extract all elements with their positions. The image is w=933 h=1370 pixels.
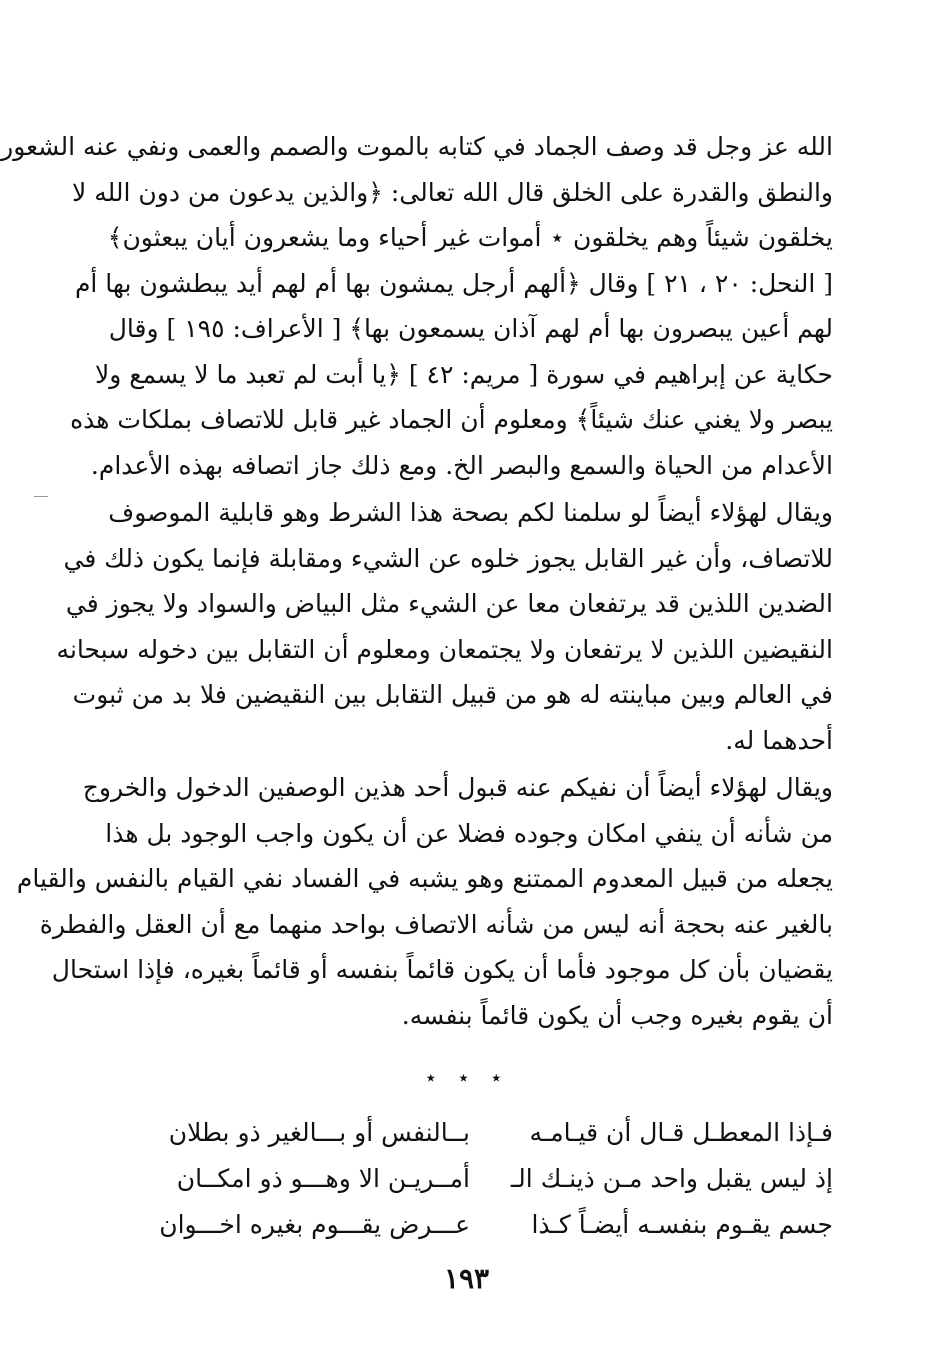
- text-line: حكاية عن إبراهيم في سورة [ مريم: ٤٢ ] ﴿يا أبت لم تعبد ما لا يسمع ولا: [95, 359, 833, 389]
- text-line: النقيضين اللذين لا يرتفعان ولا يجتمعان ومعلوم أن التقابل بين دخوله سبحانه: [56, 634, 833, 664]
- text-line: أن يقوم بغيره وجب أن يكون قائماً بنفسه.: [401, 1000, 833, 1030]
- text-line: من شأنه أن ينفي امكان وجوده فضلا عن أن يكون واجب الوجود بل هذا: [105, 818, 833, 848]
- text-line: أحدهما له.: [725, 725, 833, 755]
- margin-mark: [34, 496, 48, 497]
- text-line: الضدين اللذين قد يرتفعان معا عن الشيء مثل البياض والسواد ولا يجوز في: [65, 589, 833, 618]
- page-number: ١٩٣: [443, 1262, 490, 1295]
- verse-second-hemistich: بــالنفس أو بـــالغير ذو بطلان: [168, 1118, 470, 1147]
- poem: [130, 1118, 833, 1256]
- verse-first-hemistich: فـإذا المعطـل قـال أن قيـامـه: [529, 1118, 833, 1147]
- paragraph-2: [56, 490, 833, 763]
- verse-second-hemistich: أمــريـن الا وهـــو ذو امكــان: [176, 1164, 470, 1193]
- text-line: بالغير عنه بحجة أنه ليس من شأنه الاتصاف بواحد منهما مع أن العقل والفطرة: [39, 909, 833, 939]
- text-line: يبصر ولا يغني عنك شيئاً﴾ ومعلوم أن الجماد غير قابل للاتصاف بملكات هذه: [70, 405, 833, 434]
- poem-verse: [130, 1164, 833, 1210]
- text-line: الأعدام من الحياة والسمع والبصر الخ. ومع ذلك جاز اتصافه بهذه الأعدام.: [90, 450, 833, 480]
- text-line: [ النحل: ٢٠ ، ٢١ ] وقال ﴿ألهم أرجل يمشون بها أم لهم أيد يبطشون بها أم: [74, 268, 833, 298]
- text-line: يجعله من قبيل المعدوم الممتنع وهو يشبه في الفساد نفي القيام بالنفس والقيام: [16, 864, 833, 893]
- text-line: في العالم وبين مباينته له هو من قبيل التقابل بين النقيضين فلا بد من ثبوت: [72, 680, 833, 709]
- text-line: ويقال لهؤلاء أيضاً أن نفيكم عنه قبول أحد هذين الوصفين الدخول والخروج: [82, 773, 833, 802]
- paragraph-1: [1, 124, 833, 488]
- text-line: ويقال لهؤلاء أيضاً لو سلمنا لكم بصحة هذا الشرط وهو قابلية الموصوف: [108, 498, 833, 527]
- poem-verse: [130, 1210, 833, 1256]
- text-line: يخلقون شيئاً وهم يخلقون ⋆ أموات غير أحياء وما يشعرون أيان يبعثون﴾: [107, 223, 833, 252]
- text-line: والنطق والقدرة على الخلق قال الله تعالى: ﴿والذين يدعون من دون الله لا: [72, 177, 833, 207]
- verse-first-hemistich: جسم يقـوم بنفسـه أيضـاً كـذا: [531, 1210, 833, 1239]
- poem-verse: [130, 1118, 833, 1164]
- section-separator: ⋆ ⋆ ⋆: [423, 1066, 510, 1091]
- text-line: للاتصاف، وأن غير القابل يجوز خلوه عن الشيء ومقابلة فإنما يكون ذلك في: [63, 543, 833, 573]
- paragraph-3: [16, 765, 833, 1038]
- verse-second-hemistich: عـــرض يقـــوم بغيره اخـــوان: [159, 1210, 470, 1239]
- text-line: الله عز وجل قد وصف الجماد في كتابه بالموت والصمم والعمى ونفي عنه الشعور: [1, 132, 833, 161]
- text-line: يقضيان بأن كل موجود فأما أن يكون قائماً بنفسه أو قائماً بغيره، فإذا استحال: [51, 955, 833, 984]
- verse-first-hemistich: إذ ليس يقبل واحد مـن ذينـك الـ: [510, 1164, 833, 1193]
- text-line: لهم أعين يبصرون بها أم لهم آذان يسمعون بها﴾ [ الأعراف: ١٩٥ ] وقال: [108, 314, 833, 343]
